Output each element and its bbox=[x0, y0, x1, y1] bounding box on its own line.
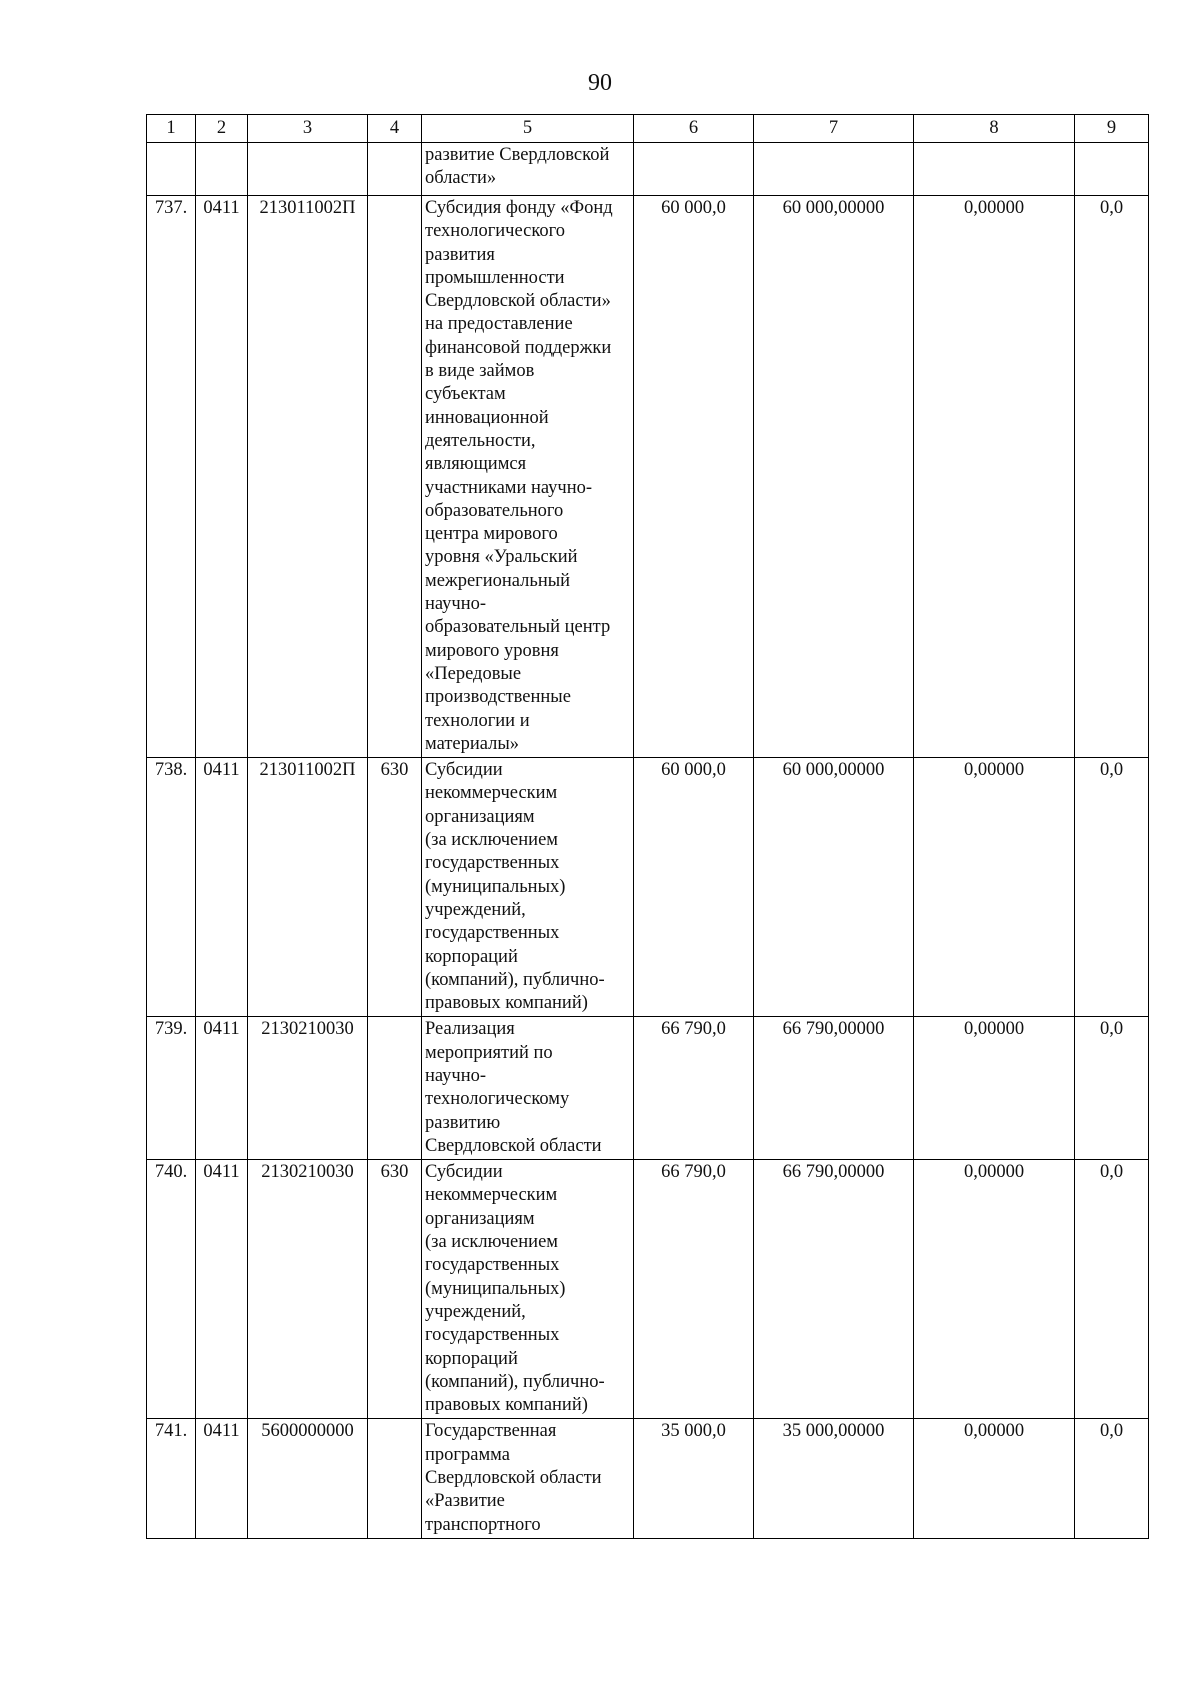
amount-6: 66 790,0 bbox=[634, 1160, 754, 1419]
amount-8: 0,00000 bbox=[914, 1160, 1075, 1419]
amount-7: 66 790,00000 bbox=[754, 1160, 914, 1419]
expense-type bbox=[368, 196, 422, 758]
amount-9: 0,0 bbox=[1075, 196, 1149, 758]
section-code: 0411 bbox=[196, 196, 248, 758]
description: Реализация мероприятий по научно- технологическому развитию Свердловской области bbox=[422, 1017, 634, 1160]
section-code: 0411 bbox=[196, 1419, 248, 1538]
amount-6: 60 000,0 bbox=[634, 758, 754, 1017]
amount-7: 66 790,00000 bbox=[754, 1017, 914, 1160]
target-code: 2130210030 bbox=[248, 1017, 368, 1160]
amount-7: 35 000,00000 bbox=[754, 1419, 914, 1538]
amount-9: 0,0 bbox=[1075, 758, 1149, 1017]
budget-table bbox=[146, 114, 1149, 1539]
amount-9: 0,0 bbox=[1075, 1017, 1149, 1160]
target-code: 5600000000 bbox=[248, 1419, 368, 1538]
table-row bbox=[147, 1017, 1149, 1160]
target-code: 213011002П bbox=[248, 758, 368, 1017]
target-code bbox=[248, 143, 368, 196]
amount-8: 0,00000 bbox=[914, 1419, 1075, 1538]
header-cell: 5 bbox=[422, 115, 634, 143]
amount-6: 66 790,0 bbox=[634, 1017, 754, 1160]
expense-type: 630 bbox=[368, 758, 422, 1017]
header-cell: 2 bbox=[196, 115, 248, 143]
description: Субсидии некоммерческим организациям (за исключением государственных (муниципальных) учреждений, государственных корпораций (компаний), публично- правовых компаний) bbox=[422, 1160, 634, 1419]
expense-type bbox=[368, 1419, 422, 1538]
section-code: 0411 bbox=[196, 758, 248, 1017]
table-row bbox=[147, 143, 1149, 196]
row-number: 738. bbox=[147, 758, 196, 1017]
amount-7: 60 000,00000 bbox=[754, 758, 914, 1017]
amount-7: 60 000,00000 bbox=[754, 196, 914, 758]
section-code bbox=[196, 143, 248, 196]
row-number bbox=[147, 143, 196, 196]
header-cell: 1 bbox=[147, 115, 196, 143]
expense-type: 630 bbox=[368, 1160, 422, 1419]
expense-type bbox=[368, 143, 422, 196]
amount-8 bbox=[914, 143, 1075, 196]
amount-6: 60 000,0 bbox=[634, 196, 754, 758]
table-row bbox=[147, 1419, 1149, 1538]
row-number: 741. bbox=[147, 1419, 196, 1538]
amount-9: 0,0 bbox=[1075, 1419, 1149, 1538]
amount-8: 0,00000 bbox=[914, 196, 1075, 758]
target-code: 213011002П bbox=[248, 196, 368, 758]
header-cell: 8 bbox=[914, 115, 1075, 143]
header-cell: 3 bbox=[248, 115, 368, 143]
row-number: 737. bbox=[147, 196, 196, 758]
amount-6 bbox=[634, 143, 754, 196]
amount-9: 0,0 bbox=[1075, 1160, 1149, 1419]
table-row bbox=[147, 1160, 1149, 1419]
description: Субсидии некоммерческим организациям (за исключением государственных (муниципальных) учреждений, государственных корпораций (компаний), публично- правовых компаний) bbox=[422, 758, 634, 1017]
row-number: 740. bbox=[147, 1160, 196, 1419]
row-number: 739. bbox=[147, 1017, 196, 1160]
target-code: 2130210030 bbox=[248, 1160, 368, 1419]
amount-8: 0,00000 bbox=[914, 1017, 1075, 1160]
page-number: 90 bbox=[588, 70, 612, 96]
description: Государственная программа Свердловской области «Развитие транспортного bbox=[422, 1419, 634, 1538]
header-row bbox=[147, 115, 1149, 143]
amount-8: 0,00000 bbox=[914, 758, 1075, 1017]
section-code: 0411 bbox=[196, 1017, 248, 1160]
amount-9 bbox=[1075, 143, 1149, 196]
header-cell: 7 bbox=[754, 115, 914, 143]
header-cell: 9 bbox=[1075, 115, 1149, 143]
table-row bbox=[147, 196, 1149, 758]
table-row bbox=[147, 758, 1149, 1017]
description: Субсидия фонду «Фонд технологического развития промышленности Свердловской области» на предоставление финансовой поддержки в виде займов субъектам инновационной деятельности, являющимся участниками научно- образовательного центра мирового уровня «Уральский межрегиональный научно- образовательный центр мирового уровня «Передовые производственные технологии и материалы» bbox=[422, 196, 634, 758]
header-cell: 6 bbox=[634, 115, 754, 143]
amount-7 bbox=[754, 143, 914, 196]
section-code: 0411 bbox=[196, 1160, 248, 1419]
header-cell: 4 bbox=[368, 115, 422, 143]
amount-6: 35 000,0 bbox=[634, 1419, 754, 1538]
description: развитие Свердловской области» bbox=[422, 143, 634, 196]
expense-type bbox=[368, 1017, 422, 1160]
